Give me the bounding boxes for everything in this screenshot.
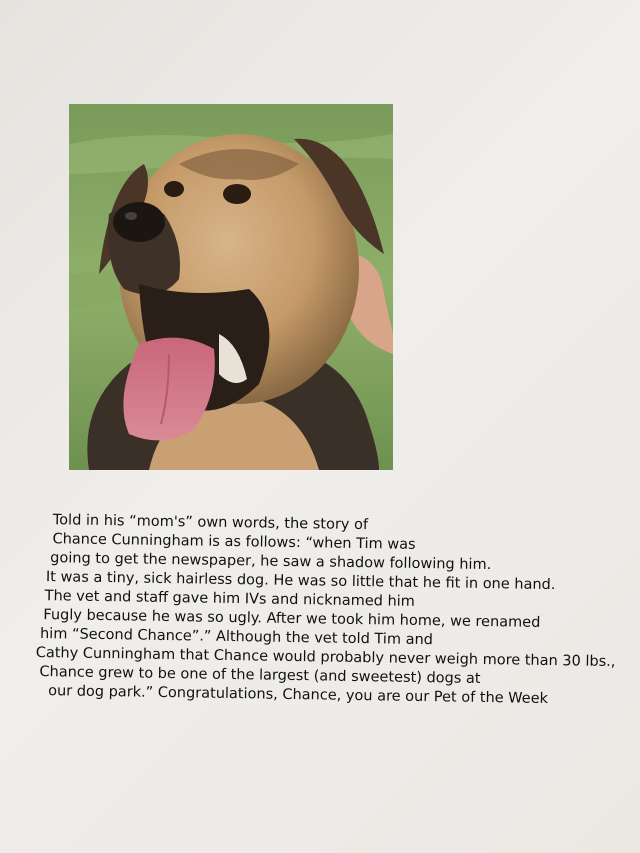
story-line: It was a tiny, sick hairless dog. He was so little that he fit in one hand. — [45, 569, 556, 594]
story-line: him “Second Chance”.” Although the vet told Tim and — [39, 626, 434, 649]
story-line: Cathy Cunningham that Chance would probably never weigh more than 30 lbs., — [35, 644, 616, 671]
story-line: going to get the newspaper, he saw a shadow following him. — [50, 550, 492, 574]
story-line: Chance grew to be one of the largest (and sweetest) dogs at — [39, 664, 481, 687]
story-line: Chance Cunningham is as follows: “when Tim was — [52, 531, 416, 553]
story-line: our dog park.” Congratulations, Chance, you are our Pet of the Week — [48, 683, 549, 708]
story-line: Fugly because he was so ugly. After we took him home, we renamed — [43, 607, 541, 631]
story-line: Told in his “mom's” own words, the story of — [52, 512, 369, 534]
story-line: The vet and staff gave him IVs and nicknamed him — [44, 588, 415, 610]
